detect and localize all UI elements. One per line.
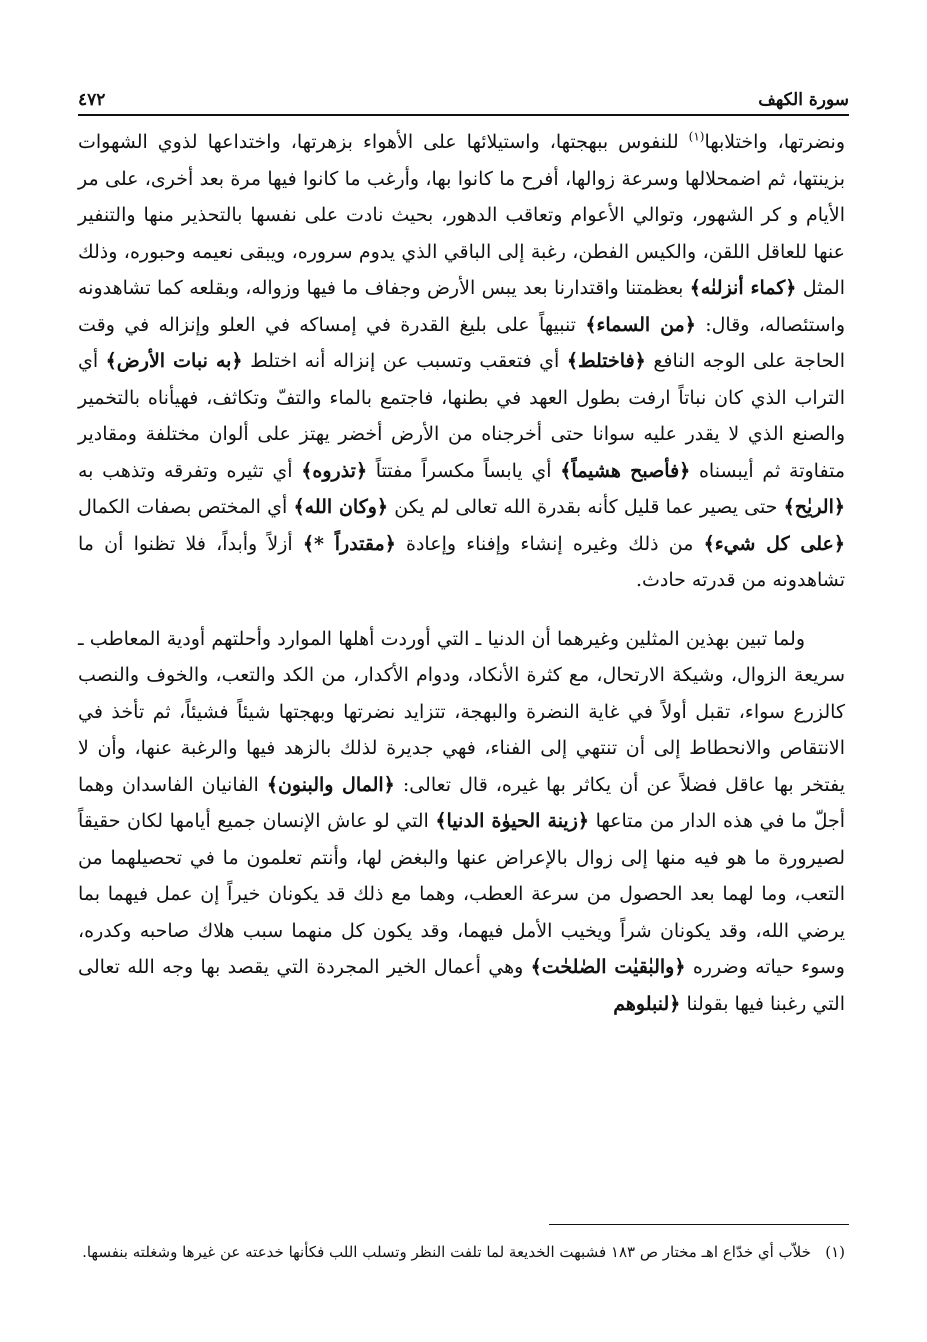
text-run: أي التراب الذي كان نباتاً ارفت بطول العهد في بطنها، فاجتمع بالماء والتفّ وتكاثف، فهيأناه بالتخمير والصنع الذي لا يقدر عليه سوانا حتى أخرجناه من الأرض أخضر يهتز على ألوان مختلفة ومقادير متفاوتة ثم أيبسناه xyxy=(78,350,845,482)
quran-quote: ﴿مقتدراً *﴾ xyxy=(302,532,396,555)
text-run: تنبيهاً على بليغ القدرة في إمساكه في العلو وإنزاله في وقت الحاجة على الوجه النافع xyxy=(78,313,845,372)
footnote-marker: (١) xyxy=(825,1243,845,1261)
surah-title: سورة الكهف xyxy=(758,90,849,110)
text-run: وهي أعمال الخير المجردة التي يقصد بها وجه الله تعالى التي رغبنا فيها بقولنا xyxy=(78,956,845,1015)
text-run: ونضرتها، واختلابها xyxy=(704,131,845,153)
quran-quote: ﴿على كل شيء﴾ xyxy=(703,532,845,555)
text-run: من ذلك وغيره إنشاء وإفناء وإعادة xyxy=(395,532,704,555)
quran-quote: ﴿فاختلط﴾ xyxy=(566,350,646,372)
text-run: أزلاً وأبداً، فلا تظنوا أن ما تشاهدونه من قدرته حادث. xyxy=(78,532,845,591)
footnote-divider xyxy=(549,1224,849,1225)
quran-quote: ﴿زينة الحيوٰة الدنيا﴾ xyxy=(435,810,590,832)
footnote xyxy=(78,1236,845,1268)
footnote-reference: (١) xyxy=(688,129,705,144)
quran-quote: ﴿والبٰقيٰت الصٰلحٰت﴾ xyxy=(530,956,686,978)
text-run: أي فتعقب وتسبب عن إنزاله أنه اختلط xyxy=(242,350,567,372)
text-run: أي المختص بصفات الكمال xyxy=(78,496,294,518)
text-run: الفانيان الفاسدان وهما أجلّ ما في هذه الدار من متاعها xyxy=(78,773,845,832)
text-run: أي يابساً مكسراً مفتتاً xyxy=(367,459,561,482)
paragraph-1 xyxy=(78,124,845,599)
quran-quote: ﴿وكان الله﴾ xyxy=(293,496,389,518)
main-text xyxy=(78,124,845,1022)
quran-quote: ﴿تذروه﴾ xyxy=(301,459,368,482)
quran-quote: ﴿من السماء﴾ xyxy=(585,313,696,336)
quran-quote: ﴿فأصبح هشيماً﴾ xyxy=(560,459,691,482)
footnote-text: خلاّب أي خدّاع اهـ مختار ص ١٨٣ فشبهت الخديعة لما تلفت النظر وتسلب اللب فكأنها خدعته عن غيرها وشغلته بنفسها. xyxy=(82,1243,811,1261)
text-run: التي لو عاش الإنسان جميع أيامها لكان حقيقاً لصيرورة ما هو فيه منها إلى زوال بالإعراض عنها والبغض لها، وأنتم تعلمون ما في تحصيلهما من التعب، وما لهما بعد الحصول من سرعة العطب، وهما مع ذلك قد يكونان خيراً إن عمل فيهما بما يرضي الله، وقد يكونان شراً ويخيب الأمل فيهما، وقد يكون كل منهما سبب هلاك صاحبه وكدره، وسوء حياته وضرره xyxy=(78,810,845,978)
quran-quote: ﴿الريٰح﴾ xyxy=(783,496,846,518)
quran-quote: ﴿به نبات الأرض﴾ xyxy=(105,350,243,372)
quran-quote: ﴿المال والبنون﴾ xyxy=(266,773,395,796)
header-divider xyxy=(78,114,849,116)
text-run: بعظمتنا واقتدارنا بعد يبس الأرض وجفاف ما فيها وزواله، وبقلعه كما تشاهدونه واستئصاله، وقال: xyxy=(78,277,845,336)
text-run: ولما تبين بهذين المثلين وغيرهما أن الدنيا ـ التي أوردت أهلها الموارد وأحلتهم أودية المعاطب ـ سريعة الزوال، وشيكة الارتحال، مع كثرة الأنكاد، ودوام الأكدار، من الكد والتعب، والخوف والنصب كالزرع سواء، تقبل أولاً في غاية النضرة والبهجة، تتزايد نضرتها وبهجتها شيئاً فشيئاً، ثم تأخذ في الانتقاص والانحطاط إلى أن تنتهي إلى الفناء، فهي جديرة لذلك بالزهد فيها والرغبة عنها، وأن لا يفتخر بها عاقل فضلاً عن أن يكاثر بها غيره، قال تعالى: xyxy=(78,627,845,796)
text-run: حتى يصير عما قليل كأنه بقدرة الله تعالى لم يكن xyxy=(388,496,784,518)
quran-quote: ﴿لنبلوهم xyxy=(613,992,681,1015)
text-run: أي تثيره وتفرقه وتذهب به xyxy=(78,459,302,482)
quran-quote: ﴿كماء أنزلنٰه﴾ xyxy=(689,277,797,299)
paragraph-2 xyxy=(78,621,845,1023)
page-header xyxy=(78,74,849,114)
text-run: للنفوس ببهجتها، واستيلائها على الأهواء بزهرتها، واختداعها لذوي الشهوات بزينتها، ثم اضمحلالها وسرعة زوالها، أفرح ما كانوا بها، وأرغب ما كانوا فيها مرة بعد أخرى، على مر الأيام و كر الشهور، وتوالي الأعوام وتعاقب الدهور، بحيث نادت على نفسها بالتحذير منها والتنفير عنها للعاقل اللقن، والكيس الفطن، رغبة إلى الباقي الذي يدوم سروره، ويبقى نعيمه وحبوره، وذلك المثل xyxy=(78,131,845,299)
page-number: ٤٧٢ xyxy=(78,90,106,110)
